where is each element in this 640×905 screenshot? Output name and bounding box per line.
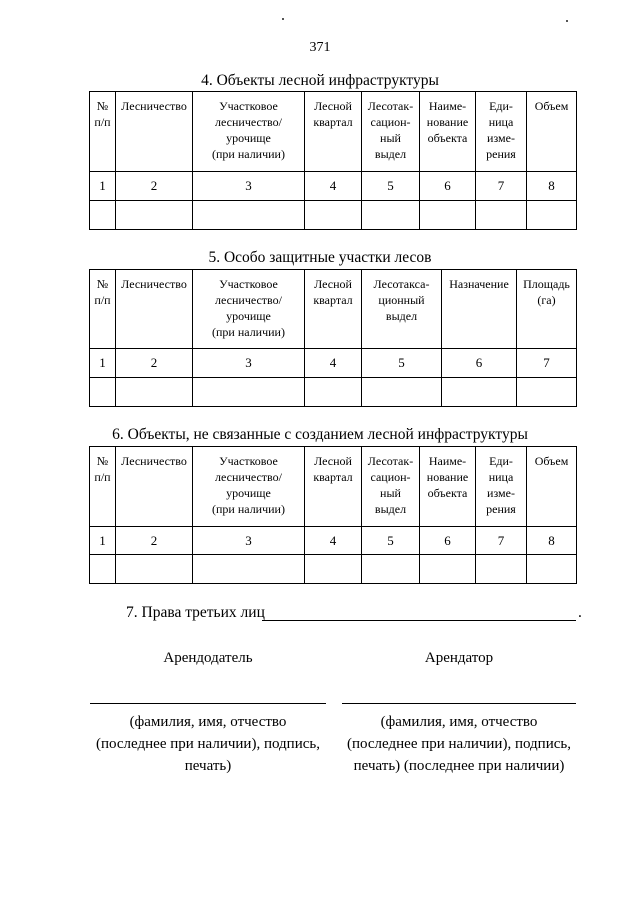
column-number-row xyxy=(90,527,577,555)
empty-cell xyxy=(305,201,362,230)
column-header: Лесотак- сацион- ный выдел xyxy=(362,447,420,527)
protected-areas-table xyxy=(89,269,577,407)
column-header: Участковое лесничество/ урочище (при наличии) xyxy=(193,270,305,349)
empty-cell xyxy=(305,555,362,584)
column-header: Еди- ница изме- рения xyxy=(476,92,527,172)
column-number: 2 xyxy=(116,349,193,378)
column-number-row xyxy=(90,172,577,201)
empty-cell xyxy=(193,555,305,584)
column-header: Лесной квартал xyxy=(305,447,362,527)
empty-cell xyxy=(90,555,116,584)
column-header: Объем xyxy=(527,92,577,172)
column-number: 3 xyxy=(193,172,305,201)
empty-row xyxy=(90,555,577,584)
empty-cell xyxy=(476,555,527,584)
column-header: Участковое лесничество/ урочище (при наличии) xyxy=(193,92,305,172)
empty-cell xyxy=(193,201,305,230)
empty-cell xyxy=(527,201,577,230)
empty-cell xyxy=(420,201,476,230)
non-infrastructure-table xyxy=(89,446,577,584)
empty-cell xyxy=(362,201,420,230)
column-header: Лесотакса- ционный выдел xyxy=(362,270,442,349)
column-number: 8 xyxy=(527,172,577,201)
column-header: Наиме- нование объекта xyxy=(420,447,476,527)
third-party-rights-line xyxy=(262,620,576,621)
column-number: 3 xyxy=(193,527,305,555)
landlord-signature-caption: (фамилия, имя, отчество (последнее при наличии), подпись, печать) xyxy=(96,714,320,774)
column-header: Наиме- нование объекта xyxy=(420,92,476,172)
empty-cell xyxy=(193,378,305,407)
column-header: Лесной квартал xyxy=(305,92,362,172)
header-row xyxy=(90,92,577,172)
column-number-row xyxy=(90,349,577,378)
column-number: 1 xyxy=(90,349,116,378)
empty-cell xyxy=(442,378,517,407)
empty-cell xyxy=(116,378,193,407)
empty-cell xyxy=(305,378,362,407)
empty-cell xyxy=(420,555,476,584)
column-number: 6 xyxy=(442,349,517,378)
column-number: 2 xyxy=(116,527,193,555)
column-header: № п/п xyxy=(90,270,116,349)
landlord-signature-line xyxy=(90,703,326,704)
empty-cell xyxy=(116,201,193,230)
column-number: 6 xyxy=(420,172,476,201)
empty-row xyxy=(90,201,577,230)
empty-cell xyxy=(517,378,577,407)
section-title-non-infrastructure: 6. Объекты, не связанные с созданием лесной инфраструктуры xyxy=(112,426,528,443)
header-row xyxy=(90,270,577,349)
column-header: № п/п xyxy=(90,92,116,172)
column-number: 3 xyxy=(193,349,305,378)
column-header: Объем xyxy=(527,447,577,527)
empty-cell xyxy=(116,555,193,584)
empty-cell xyxy=(90,201,116,230)
section-title-infrastructure: 4. Объекты лесной инфраструктуры xyxy=(201,72,439,89)
column-number: 7 xyxy=(476,172,527,201)
column-header: № п/п xyxy=(90,447,116,527)
empty-row xyxy=(90,378,577,407)
column-number: 5 xyxy=(362,172,420,201)
column-number: 1 xyxy=(90,527,116,555)
column-header: Участковое лесничество/ урочище (при наличии) xyxy=(193,447,305,527)
empty-cell xyxy=(362,378,442,407)
column-number: 7 xyxy=(517,349,577,378)
header-row xyxy=(90,447,577,527)
empty-cell xyxy=(527,555,577,584)
column-header: Назначение xyxy=(442,270,517,349)
column-number: 7 xyxy=(476,527,527,555)
empty-cell xyxy=(476,201,527,230)
column-number: 2 xyxy=(116,172,193,201)
tenant-title: Арендатор xyxy=(424,650,494,666)
column-number: 5 xyxy=(362,527,420,555)
column-header: Площадь (га) xyxy=(517,270,577,349)
column-header: Лесничество xyxy=(116,92,193,172)
third-party-rights-label: 7. Права третьих лиц xyxy=(126,604,265,621)
third-party-rights-end: . xyxy=(578,604,582,621)
column-number: 4 xyxy=(305,349,362,378)
empty-cell xyxy=(362,555,420,584)
column-header: Лесотак- сацион- ный выдел xyxy=(362,92,420,172)
column-number: 8 xyxy=(527,527,577,555)
page-number: 371 xyxy=(309,40,331,55)
column-header: Лесной квартал xyxy=(305,270,362,349)
column-header: Еди- ница изме- рения xyxy=(476,447,527,527)
column-number: 1 xyxy=(90,172,116,201)
landlord-title: Арендодатель xyxy=(163,650,253,666)
section-title-protected-areas: 5. Особо защитные участки лесов xyxy=(208,249,432,266)
column-number: 5 xyxy=(362,349,442,378)
tenant-signature-caption: (фамилия, имя, отчество (последнее при наличии), подпись, печать) (последнее при наличии) xyxy=(347,714,571,774)
empty-cell xyxy=(90,378,116,407)
tenant-signature-line xyxy=(342,703,576,704)
scan-speck xyxy=(566,20,568,22)
infrastructure-table xyxy=(89,91,577,230)
scan-speck xyxy=(282,18,284,20)
column-header: Лесничество xyxy=(116,270,193,349)
column-number: 4 xyxy=(305,527,362,555)
column-number: 4 xyxy=(305,172,362,201)
column-header: Лесничество xyxy=(116,447,193,527)
column-number: 6 xyxy=(420,527,476,555)
